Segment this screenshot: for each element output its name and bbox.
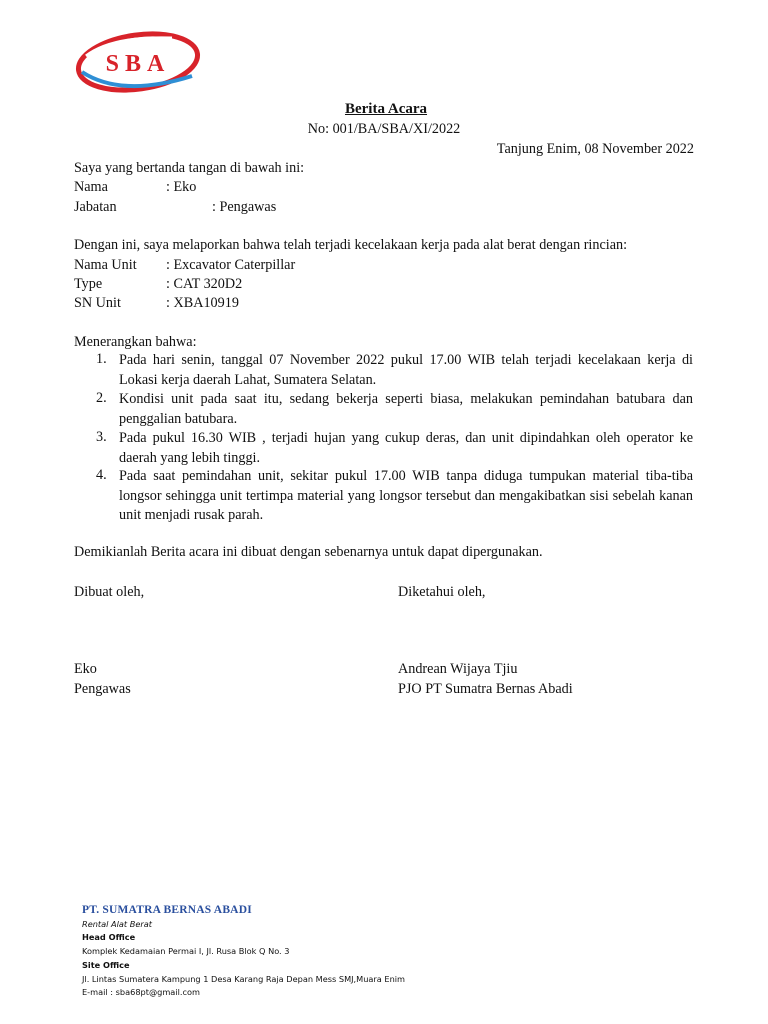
signer-position-row	[74, 198, 276, 217]
statement-number: 1.	[96, 351, 107, 367]
unit-label: Nama Unit	[74, 257, 137, 273]
statement-heading: Menerangkan bahwa:	[74, 334, 197, 350]
unit-label: Type	[74, 276, 103, 292]
unit-value: : Excavator Caterpillar	[166, 257, 296, 273]
unit-value: : CAT 320D2	[166, 276, 243, 292]
company-logo	[72, 26, 204, 98]
position-label: Jabatan	[74, 199, 117, 215]
letterhead-footer	[82, 904, 405, 1000]
unit-row	[74, 294, 239, 313]
document-number: No: 001/BA/SBA/XI/2022	[307, 121, 461, 137]
statement-number: 4.	[96, 467, 107, 483]
closing-text: Demikianlah Berita acara ini dibuat dengan sebenarnya untuk dapat dipergunakan.	[74, 544, 543, 560]
signer-name-row	[74, 178, 196, 197]
right-signer-name: Andrean Wijaya Tjiu	[398, 661, 518, 677]
left-signer-name: Eko	[74, 661, 97, 677]
unit-label: SN Unit	[74, 295, 121, 311]
position-value: : Pengawas	[212, 199, 277, 215]
site-office-address: Jl. Lintas Sumatera Kampung 1 Desa Karang Raja Depan Mess SMJ,Muara Enim	[82, 973, 406, 984]
left-signer-role: Pengawas	[74, 681, 131, 697]
head-office-address: Komplek Kedamaian Permai I, Jl. Rusa Blok Q No. 3	[82, 946, 290, 957]
name-value: : Eko	[166, 179, 197, 195]
footer-company: PT. SUMATRA BERNAS ABADI	[82, 904, 252, 916]
unit-row	[74, 256, 295, 275]
statement-text: Pada hari senin, tanggal 07 November 2022 pukul 17.00 WIB telah terjadi kecelakaan kerja di Lokasi kerja daerah Lahat, Sumatera Selatan.	[119, 352, 693, 388]
document-title: Berita Acara	[344, 101, 428, 117]
left-signature-caption: Dibuat oleh,	[74, 584, 145, 600]
name-label: Nama	[74, 179, 108, 195]
footer-tagline: Rental Alat Berat	[82, 918, 152, 929]
report-intro: Dengan ini, saya melaporkan bahwa telah terjadi kecelakaan kerja pada alat berat dengan rincian:	[74, 237, 628, 253]
unit-row	[74, 275, 242, 294]
statement-number: 2.	[96, 390, 107, 406]
place-date: Tanjung Enim, 08 November 2022	[496, 141, 694, 157]
site-office-label: Site Office	[82, 959, 130, 970]
statement-text: Pada saat pemindahan unit, sekitar pukul 17.00 WIB tanpa diduga tumpukan material tiba-tiba longsor sehingga unit tertimpa material yang longsor tersebut dan mengakibatkan sisi sebelah kanan unit menjadi rusak parah.	[119, 468, 693, 523]
right-signature-caption: Diketahui oleh,	[398, 584, 486, 600]
head-office-label: Head Office	[82, 932, 136, 943]
statement-text: Kondisi unit pada saat itu, sedang bekerja seperti biasa, melakukan pemindahan batubara dan penggalian batubara.	[119, 391, 693, 427]
intro-text: Saya yang bertanda tangan di bawah ini:	[74, 160, 305, 176]
footer-email: E-mail : sba68pt@gmail.com	[82, 987, 200, 998]
logo-graphic	[72, 26, 204, 98]
statement-text: Pada pukul 16.30 WIB , terjadi hujan yang cukup deras, dan unit dipindahkan oleh operator ke daerah yang lebih tinggi.	[119, 430, 693, 466]
logo-text: SBA	[105, 51, 171, 77]
unit-value: : XBA10919	[166, 295, 239, 311]
right-signer-role: PJO PT Sumatra Bernas Abadi	[398, 681, 573, 697]
statement-number: 3.	[96, 429, 107, 445]
